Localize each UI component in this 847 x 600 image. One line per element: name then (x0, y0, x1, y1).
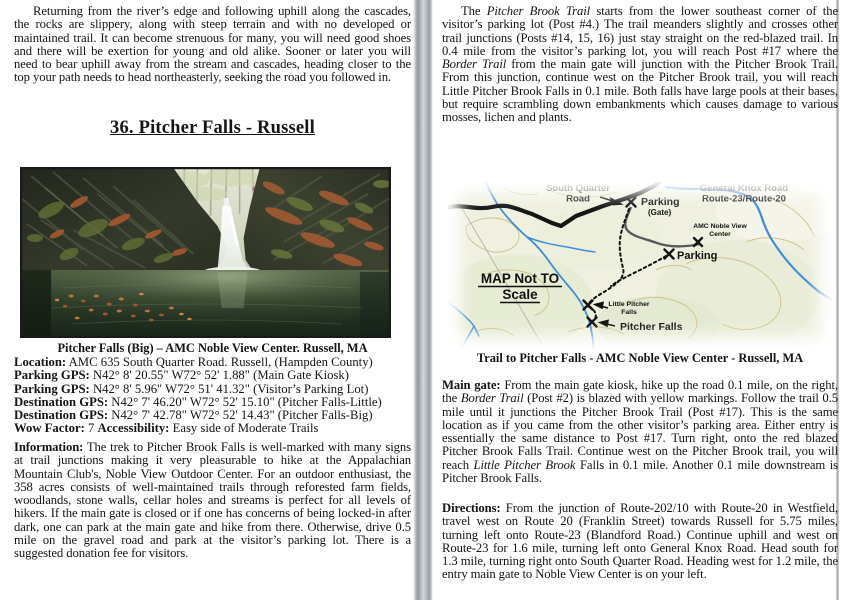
pitcher-falls-label: Pitcher Falls (620, 321, 683, 333)
parking-gate-label: Parking (641, 196, 680, 208)
book-gutter (413, 0, 433, 600)
trail-map (448, 182, 832, 349)
intro-paragraph: Returning from the river’s edge and following uphill along the cascades, the rocks are slippery, along with steep terrain and with no developed or maintained trail. It can become strenuous for many, you will need good shoes and there will be exertion for young and old alike. Sooner or later you will need to bear uphill away from the stream and cascades, heading closer to the top your path needs to head northeasterly, seeking the road you followed in. (14, 4, 411, 85)
south-quarter-road-label: South Quarter (546, 183, 610, 194)
detail-line: Parking GPS: N42° 8' 5.96" W72° 51' 41.32" (Visitor’s Parking Lot) (14, 381, 369, 396)
location-details (14, 356, 411, 436)
parking-label: Parking (677, 250, 718, 262)
photo-caption: Pitcher Falls (Big) – AMC Noble View Center. Russell, MA (57, 341, 368, 355)
detail-line: Destination GPS: N42° 7' 46.20" W72° 52' 15.10" (Pitcher Falls-Little) (14, 394, 382, 409)
little-pitcher-falls-label: Little Pitcher (608, 301, 650, 308)
chapter-heading: 36. Pitcher Falls - Russell (110, 118, 315, 138)
map-not-to-scale-label: MAP Not TO (480, 271, 560, 286)
right-page (442, 0, 838, 600)
svg-text:(Gate): (Gate) (648, 208, 672, 217)
map-caption: Trail to Pitcher Falls - AMC Noble View Center - Russell, MA (476, 351, 804, 365)
svg-text:Route-23/Route-20: Route-23/Route-20 (702, 193, 786, 205)
svg-text:Road: Road (566, 193, 590, 205)
detail-line: Location: AMC 635 South Quarter Road. Russell, (Hampden County) (14, 355, 373, 369)
amc-center-label: AMC Noble View (693, 223, 747, 230)
svg-text:Scale: Scale (502, 287, 538, 302)
detail-line: Wow Factor: 7 Accessibility: Easy side of Moderate Trails (14, 421, 319, 436)
waterfall-photo (20, 167, 391, 338)
trail-map-art (448, 182, 832, 349)
svg-text:Center: Center (709, 231, 731, 238)
waterfall-photo-art (21, 168, 390, 337)
left-page (14, 0, 411, 600)
svg-text:Falls: Falls (621, 309, 637, 316)
detail-line: Parking GPS: N42° 8' 20.55" W72° 52' 1.88" (Main Gate Kiosk) (14, 368, 349, 383)
directions-paragraph: Directions: From the junction of Route-202/10 with Route-20 in Westfield, travel west on Route 20 (Franklin Street) towards Russell for 5.75 miles, turning left onto Route-23 (Blandford Road.) Continue uphill and west on Route-23 for 1.6 mile, turning left onto General Knox Road. Head south for 1.3 mile, turning right onto South Quarter Road. Heading west for 1.2 mile, the entry main gate to Noble View Center is on your left. (442, 501, 838, 582)
general-knox-road-label: General Knox Road (699, 183, 789, 194)
information-paragraph: Information: The trek to Pitcher Brook Falls is well-marked with many signs at trail junctions making it very pleasurable to hike at the Appalachian Mountain Club's, Noble View Outdoor Center. For an outdoor enthusiast, the 358 acres consists of well-maintained trails through reforested farm fields, woodlands, stone walls, cellar holes and streams is perfect for all levels of hikers. If the main gate is closed or if one has concerns of being locked-in after dark, one can park at the main gate and hike from there. Otherwise, drive 0.5 mile on the gravel road and park at the visitor’s parking lot. There is a suggested donation fee for visitors. (14, 440, 411, 560)
main-gate-paragraph: Main gate: From the main gate kiosk, hike up the road 0.1 mile, on the right, the Border Trail (Post #2) is blazed with yellow markings. Follow the trail 0.5 mile until it junctions the Pitcher Brook Trail (Post #17). This is the same location as if you came from the other visitor’s parking area. Either entry is essentially the same distance to Post #17. Turn right, onto the red blazed Pitcher Brook Falls Trail. Continue west on the Pitcher Brook trail, you will reach Little Pitcher Brook Falls in 0.1 mile. Another 0.1 mile downstream is Pitcher Brook Falls. (442, 378, 838, 485)
detail-line: Destination GPS: N42° 7' 42.78" W72° 52' 14.43" (Pitcher Falls-Big) (14, 408, 373, 423)
trail-intro-paragraph: The Pitcher Brook Trail starts from the lower southeast corner of the visitor’s parking lot (Post #4.) The trail meanders slightly and crosses other trail junctions (Posts #14, 15, 16) just stay straight on the red-blazed trail. In 0.4 mile from the visitor’s parking lot, you will reach Post #17 where the Border Trail from the main gate will junction with the Pitcher Brook Trail. From this junction, continue west on the Pitcher Brook trail, you will reach Little Pitcher Brook Falls in 0.1 mile. Both falls have large pools at their bases, but require scrambling down embankments which causes damage to various mosses, lichen and plants. (442, 4, 839, 124)
